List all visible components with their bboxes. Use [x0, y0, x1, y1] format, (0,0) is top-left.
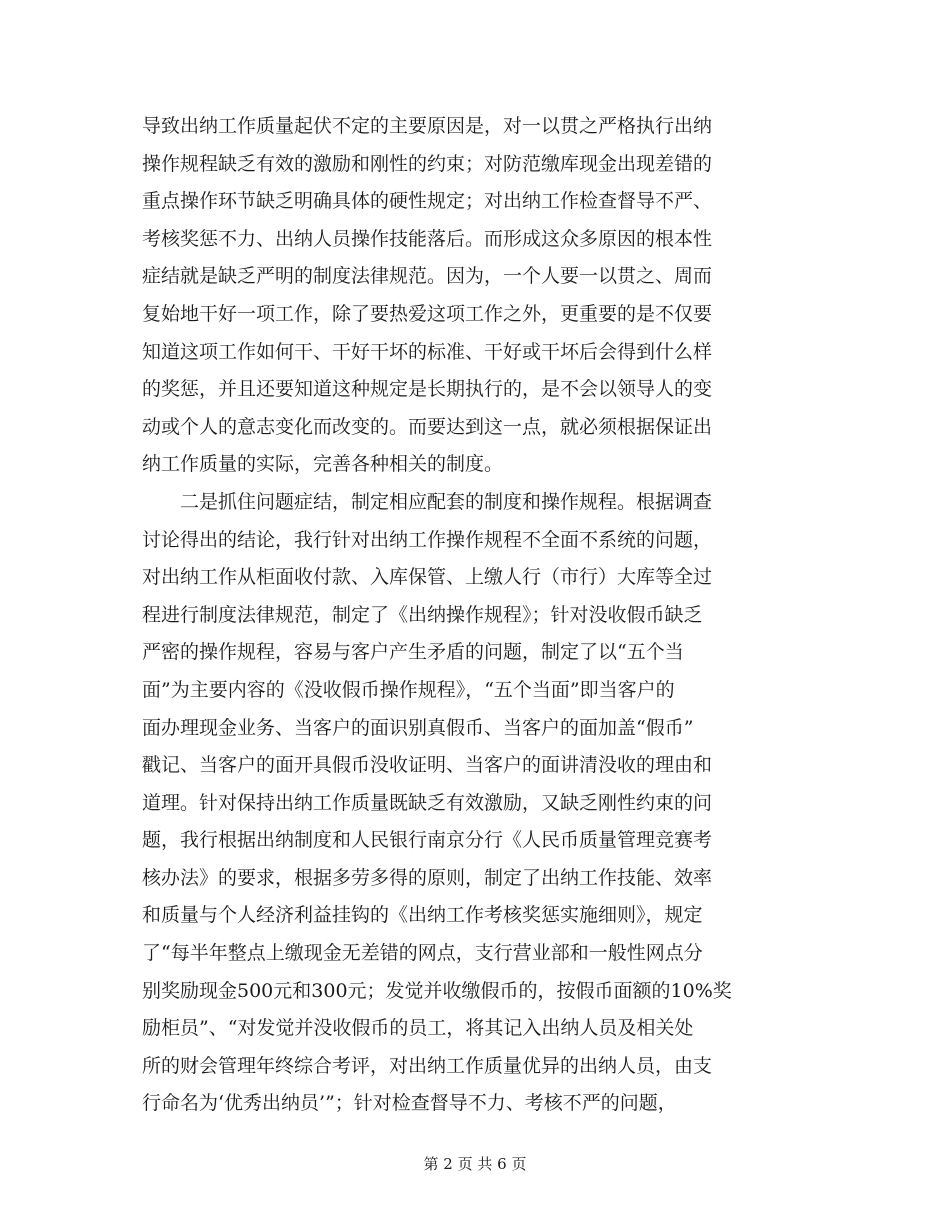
text-line: 行命名为‘优秀出纳员’”；针对检查督导不力、考核不严的问题，	[142, 1092, 677, 1115]
text-line: 严密的操作规程，容易与客户产生矛盾的问题，制定了以“五个当	[142, 641, 684, 664]
page-number-label: 第 2 页 共 6 页	[423, 1155, 527, 1173]
text-line: 的奖惩，并且还要知道这种规定是长期执行的，是不会以领导人的变	[142, 378, 713, 401]
text-line: 讨论得出的结论，我行针对出纳工作操作规程不全面不系统的问题，	[142, 528, 713, 551]
text-line: 面办理现金业务、当客户的面识别真假币、当客户的面加盖“假币”	[142, 716, 694, 739]
text-line: 重点操作环节缺乏明确具体的硬性规定；对出纳工作检查督导不严、	[142, 190, 713, 213]
text-line: 核办法》的要求，根据多劳多得的原则，制定了出纳工作技能、效率	[142, 866, 713, 889]
body-text	[142, 108, 808, 1123]
text-line: 知道这项工作如何干、干好干坏的标准、干好或干坏后会得到什么样	[142, 340, 713, 363]
text-line: 道理。针对保持出纳工作质量既缺乏有效激励，又缺乏刚性约束的问	[142, 791, 713, 814]
text-line: 面”为主要内容的《没收假币操作规程》，“五个当面”即当客户的	[142, 678, 675, 701]
text-line: 程进行制度法律规范，制定了《出纳操作规程》；针对没收假币缺乏	[142, 603, 703, 626]
text-line: 考核奖惩不力、出纳人员操作技能落后。而形成这众多原因的根本性	[142, 227, 713, 250]
text-line: 戳记、当客户的面开具假币没收证明、当客户的面讲清没收的理由和	[142, 754, 713, 777]
page-footer	[0, 1154, 950, 1174]
text-line: 和质量与个人经济利益挂钩的《出纳工作考核奖惩实施细则》，规定	[142, 904, 703, 927]
text-line: 操作规程缺乏有效的激励和刚性的约束；对防范缴库现金出现差错的	[142, 152, 713, 175]
text-line: 二是抓住问题症结，制定相应配套的制度和操作规程。根据调查	[142, 490, 713, 513]
text-line: 导致出纳工作质量起伏不定的主要原因是，对一以贯之严格执行出纳	[142, 115, 713, 137]
text-line: 症结就是缺乏严明的制度法律规范。因为，一个人要一以贯之、周而	[142, 265, 713, 288]
text-line: 复始地干好一项工作，除了要热爱这项工作之外，更重要的是不仅要	[142, 302, 713, 325]
text-line: 动或个人的意志变化而改变的。而要达到这一点，就必须根据保证出	[142, 415, 713, 438]
text-line: 励柜员”、“对发觉并没收假币的员工，将其记入出纳人员及相关处	[142, 1017, 694, 1040]
text-line: 对出纳工作从柜面收付款、入库保管、上缴人行（市行）大库等全过	[142, 566, 713, 589]
text-line: 了“每半年整点上缴现金无差错的网点，支行营业部和一般性网点分	[142, 942, 703, 965]
text-line: 别奖励现金500元和300元；发觉并收缴假币的，按假币面额的10%奖	[142, 979, 732, 1002]
text-line: 纳工作质量的实际，完善各种相关的制度。	[142, 453, 504, 476]
text-line: 所的财会管理年终综合考评，对出纳工作质量优异的出纳人员，由支	[142, 1054, 713, 1077]
text-line: 题，我行根据出纳制度和人民银行南京分行《人民币质量管理竞赛考	[142, 829, 713, 852]
